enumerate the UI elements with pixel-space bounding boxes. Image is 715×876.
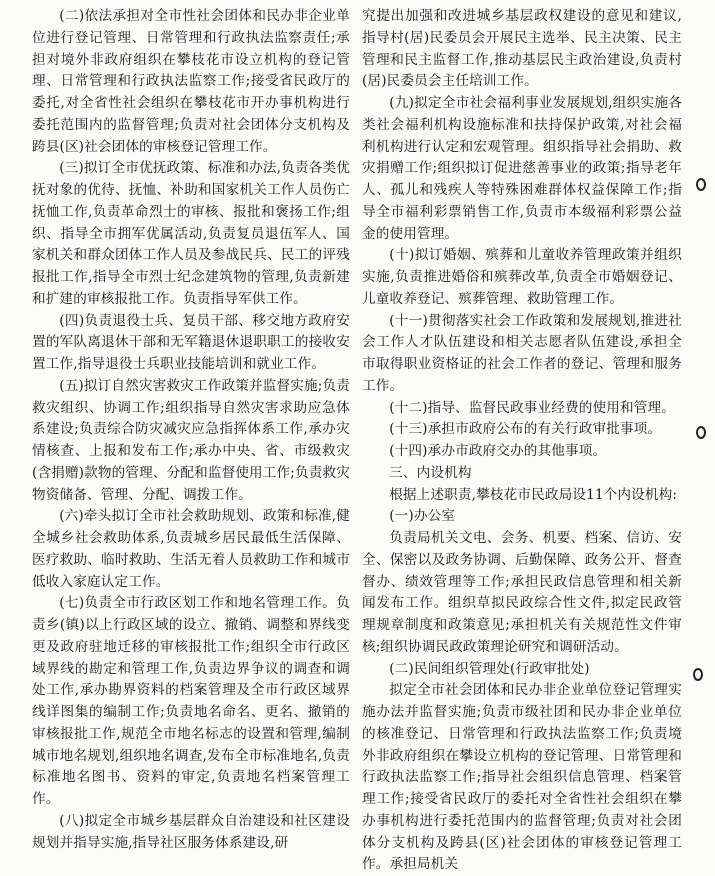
paragraph-preferential-treatment: (三)拟订全市优抚政策、标准和办法,负责各类优抚对象的优待、抚恤、补助和国家机关工作人员伤亡抚恤工作,负责革命烈士的审核、报批和褒扬工作;组织、指导全市拥军优属活动,负责复员退伍军人、国家机关和群众团体工作人员及参战民兵、民工的评残报批工作,指导全市烈士纪念建筑物的管理,负责新建和扩建的审核报批工作。负责指导军供工作。 (32, 160, 350, 307)
subheading-general-office: (一)办公室 (389, 508, 456, 525)
subheading-civil-org-management: (二)民间组织管理处(行政审批处) (389, 660, 590, 677)
paragraph-other-matters: (十四)承办市政府交办的其他事项。 (389, 443, 607, 459)
paragraph-social-assistance: (六)牵头拟订全市社会救助规划、政策和标准,健全城乡社会救助体系,负责城乡居民最低生活保障、医疗救助、临时救助、生活无着人员救助工作和城市低收入家庭认定工作。 (32, 508, 350, 590)
binding-hole-mark (696, 178, 706, 191)
paragraph-disaster-relief: (五)拟订自然灾害救灾工作政策并监督实施;负责救灾组织、协调工作;组织指导自然灾害求助应急体系建设;负责综合防灾减灾应急指挥体系工作,承办灾情核查、上报和发布工作;承办中央、省、市级救灾(含捐赠)款物的管理、分配和监督使用工作;负责救灾物资储备、管理、分配、调拨工作。 (32, 377, 350, 503)
paragraph-social-welfare: (九)拟定全市社会福利事业发展规划,组织实施各类社会福利机构设施标准和扶持保护政策,对社会福利机构进行认定和宏观管理。组织指导社会捐助、救灾捐赠工作;组织拟订促进慈善事业的政策;指导老年人、孤儿和残疾人等特殊困难群体权益保障工作;指导全市福利彩票销售工作,负责市本级福利彩票公益金的使用管理。 (362, 95, 682, 242)
paragraph-marriage-funeral-adoption: (十)拟订婚姻、殡葬和儿童收养管理政策并组织实施,负责推进婚俗和殡葬改革,负责全市婚姻登记、儿童收养登记、殡葬管理、救助管理工作。 (362, 247, 682, 307)
paragraph-social-org-registration: (二)依法承担对全市性社会团体和民办非企业单位进行登记管理、日常管理和行政执法监察责任;承担对境外非政府组织在攀枝花市设立机构的登记管理、日常管理和行政执法监察工作;接受省民政厅的委托,对全省性社会组织在攀枝花市开办事机构进行委托范围内的监督管理;负责对社会团体分支机构及跨县(区)社会团体的审核登记管理工作。 (32, 8, 350, 155)
left-column (32, 6, 350, 854)
paragraph-grassroots-autonomy: (八)拟定全市城乡基层群众自治建设和社区建设规划并指导实施,指导社区服务体系建设,研 (32, 812, 350, 851)
paragraph-general-office-duties: 负责局机关文电、会务、机要、档案、信访、安全、保密以及政务协调、后勤保障、政务公开、督查督办、绩效管理等工作;承担民政信息管理和相关新闻发布工作。组织草拟民政综合性文件,拟定民政管理规章制度和政策意见;承担机关有关规范性文件审核;组织协调民政政策理论研究和调研活动。 (362, 530, 682, 655)
binding-hole-mark (696, 426, 706, 439)
paragraph-civil-org-duties: 拟定全市社会团体和民办非企业单位登记管理实施办法并监督实施;负责市级社团和民办非企业单位的核准登记、日常管理和行政执法监察工作;负责境外非政府组织在攀设立机构的登记管理、日常管理和行政执法监察工作;指导社会组织信息管理、档案管理工作;接受省民政厅的委托对全省性社会组织在攀办事机构进行委托范围内的监督管理;负责对社会团体分支机构及跨县(区)社会团体的审核登记管理工作。承担局机关 (362, 682, 682, 873)
paragraph-social-work: (十一)贯彻落实社会工作政策和发展规划,推进社会工作人才队伍建设和相关志愿者队伍建设,承担全市取得职业资格证的社会工作者的登记、管理和服务工作。 (362, 312, 682, 394)
paragraph-administrative-approval: (十三)承担市政府公布的有关行政审批事项。 (389, 421, 662, 438)
paragraph-funds-supervision: (十二)指导、监督民政事业经费的使用和管理。 (389, 399, 675, 416)
right-column (362, 6, 682, 876)
paragraph-grassroots-continued: 究提出加强和改进城乡基层政权建设的意见和建议,指导村(居)民委员会开展民主选举、民主决策、民主管理和民主监督工作,推动基层民主政治建设,负责村(居)民委员会主任培训工作。 (362, 8, 682, 90)
paragraph-administrative-divisions: (七)负责全市行政区划工作和地名管理工作。负责乡(镇)以上行政区域的设立、撤销、调整和界线变更及政府驻地迁移的审核报批工作;组织全市行政区域界线的勘定和管理工作,负责边界争议的调查和调处工作,承办勘界资料的档案管理及全市行政区域界线详图集的编制工作;负责地名命名、更名、撤销的审核报批工作,规范全市地名标志的设置和管理,编制城市地名规划,组织地名调查,发布全市标准地名,负责标准地名图书、资料的审定,负责地名档案管理工作。 (32, 595, 350, 807)
paragraph-institutions-intro: 根据上述职责,攀枝花市民政局设11个内设机构: (389, 486, 678, 503)
binding-hole-mark (693, 668, 703, 681)
section-heading-internal-institutions: 三、内设机构 (389, 464, 472, 481)
paragraph-veteran-placement: (四)负责退役士兵、复员干部、移交地方政府安置的军队离退休干部和无军籍退休退职职工的接收安置工作,指导退役士兵职业技能培训和就业工作。 (32, 312, 350, 372)
